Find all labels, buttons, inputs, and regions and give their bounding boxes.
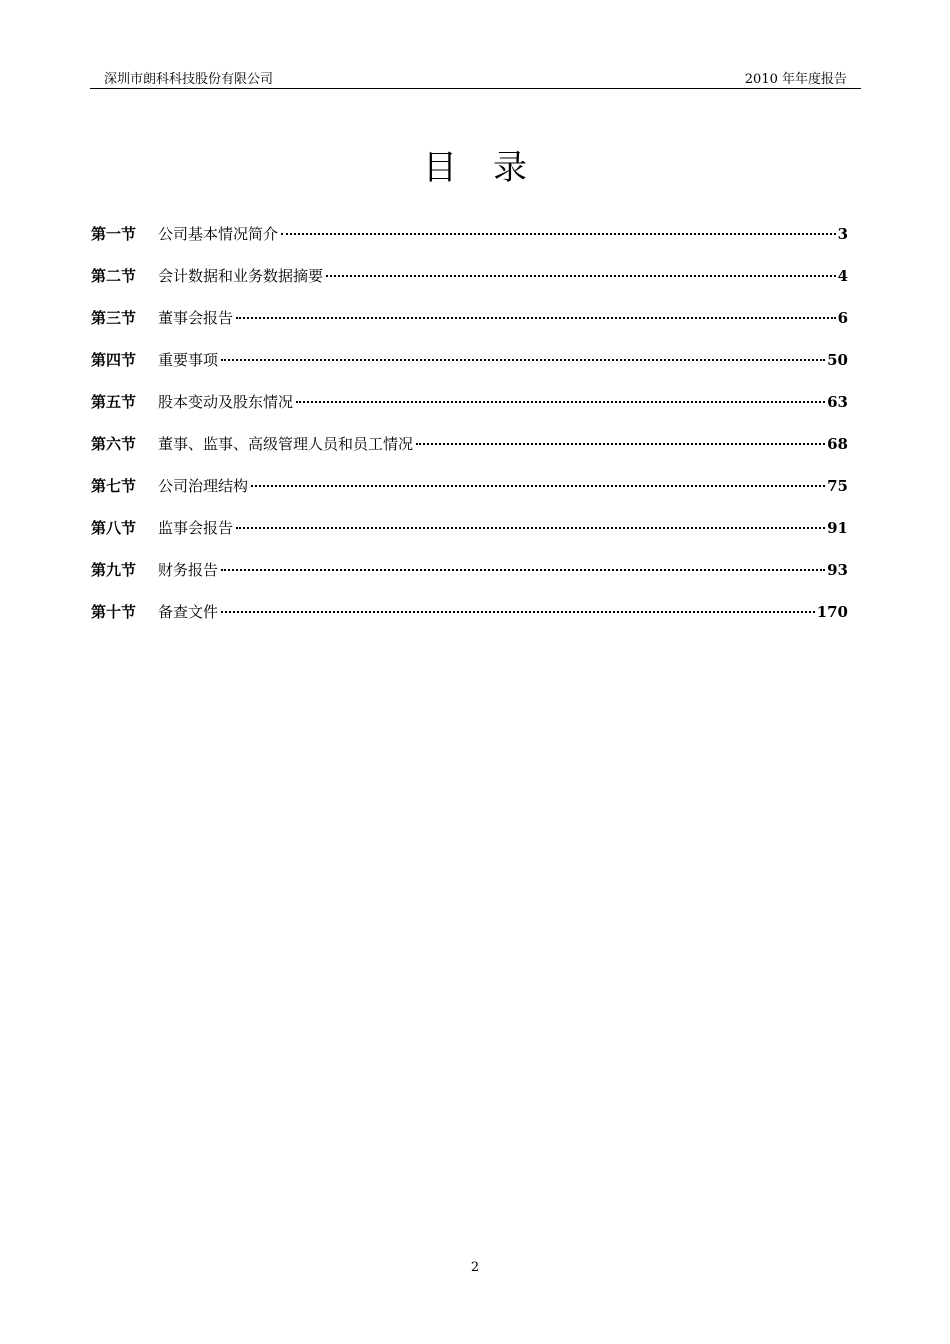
toc-page-number: 4 [837,267,848,285]
toc-entry-7[interactable] [91,474,848,516]
toc-section-number: 第四节 [91,351,137,369]
toc-page-number: 63 [827,393,848,411]
toc-section-title: 财务报告 [158,561,219,579]
toc-entry-1[interactable] [91,222,848,264]
toc-page-number: 91 [827,519,848,537]
toc-entry-9[interactable] [91,558,848,600]
toc-section-number: 第五节 [91,393,137,411]
page-header [90,66,861,89]
toc-page-number: 68 [827,435,848,453]
toc-leader-dots [221,569,825,571]
toc-leader-dots [221,611,815,613]
toc-section-number: 第十节 [91,603,137,621]
toc-section-number: 第八节 [91,519,137,537]
toc-leader-dots [296,401,825,403]
toc-section-number: 第三节 [91,309,137,327]
toc-leader-dots [236,527,825,529]
toc-entry-8[interactable] [91,516,848,558]
toc-leader-dots [236,317,836,319]
page-number: 2 [470,1260,480,1275]
toc-section-number: 第二节 [91,267,137,285]
toc-page-number: 3 [837,225,848,243]
toc-section-title: 备查文件 [158,603,219,621]
toc-section-number: 第一节 [91,225,137,243]
toc-leader-dots [281,233,836,235]
toc-section-title: 重要事项 [158,351,219,369]
toc-entry-6[interactable] [91,432,848,474]
toc-leader-dots [251,485,825,487]
toc-entry-3[interactable] [91,306,848,348]
toc-leader-dots [416,443,825,445]
toc-section-number: 第六节 [91,435,137,453]
toc-section-title: 会计数据和业务数据摘要 [158,267,324,285]
toc-section-title: 董事、监事、高级管理人员和员工情况 [158,435,414,453]
toc-entry-4[interactable] [91,348,848,390]
toc-leader-dots [326,275,836,277]
toc-section-title: 公司治理结构 [158,477,249,495]
header-report-name: 2010 年年度报告 [744,72,847,87]
toc-page-number: 75 [827,477,848,495]
toc-page-number: 50 [827,351,848,369]
page-title: 目录 [423,148,563,188]
toc-section-title: 股本变动及股东情况 [158,393,294,411]
toc-entry-5[interactable] [91,390,848,432]
toc-entry-2[interactable] [91,264,848,306]
table-of-contents [91,222,848,642]
toc-leader-dots [221,359,825,361]
toc-section-title: 监事会报告 [158,519,234,537]
toc-section-title: 公司基本情况简介 [158,225,279,243]
toc-section-number: 第九节 [91,561,137,579]
toc-page-number: 170 [816,603,848,621]
toc-section-title: 董事会报告 [158,309,234,327]
toc-page-number: 6 [837,309,848,327]
toc-page-number: 93 [827,561,848,579]
toc-section-number: 第七节 [91,477,137,495]
toc-entry-10[interactable] [91,600,848,642]
header-company-name: 深圳市朗科科技股份有限公司 [104,72,274,87]
